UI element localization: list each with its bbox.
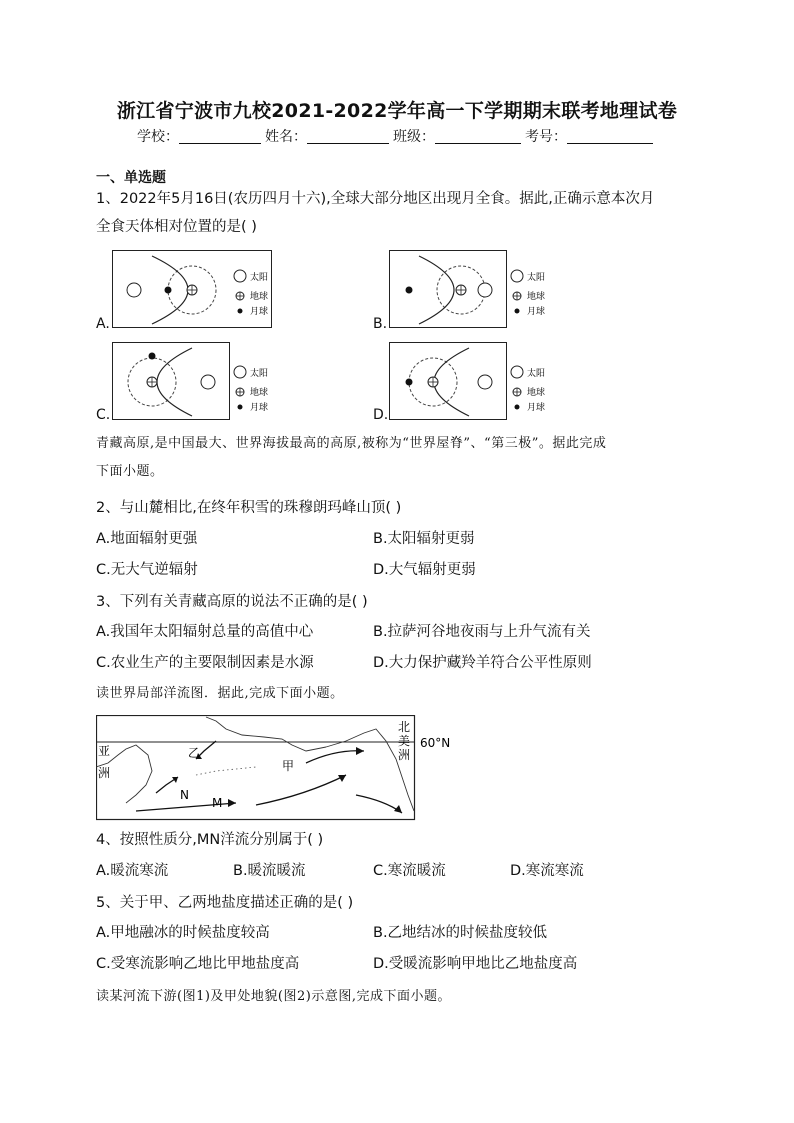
- q3-option-d[interactable]: D.大力保护藏羚羊符合公平性原则: [373, 655, 592, 671]
- label-n: N: [180, 788, 189, 802]
- diagram-b: [389, 250, 507, 330]
- legend-sun: 太阳: [250, 273, 269, 283]
- name-blank[interactable]: [307, 129, 389, 144]
- sun-icon: [511, 270, 523, 282]
- q2-option-a[interactable]: A.地面辐射更强: [96, 531, 198, 547]
- legend-moon: 月球: [527, 403, 546, 413]
- option-d-label[interactable]: D.: [373, 407, 389, 423]
- q4-option-b[interactable]: B.暖流暖流: [233, 863, 306, 879]
- sun-icon: [234, 270, 246, 282]
- legend-sun: 太阳: [250, 369, 269, 379]
- label-na-2: 美: [398, 734, 411, 748]
- label-asia-2: 洲: [98, 766, 111, 780]
- q5-option-c[interactable]: C.受寒流影响乙地比甲地盐度高: [96, 956, 300, 972]
- number-blank[interactable]: [567, 129, 653, 144]
- label-asia-1: 亚: [98, 744, 111, 758]
- q5-option-b[interactable]: B.乙地结冰的时候盐度较低: [373, 925, 548, 941]
- q4-option-c[interactable]: C.寒流暖流: [373, 863, 446, 879]
- legend-a: [233, 268, 303, 324]
- legend-sun: 太阳: [527, 273, 546, 283]
- moon-icon: [238, 405, 243, 410]
- student-info: [0, 126, 794, 146]
- label-na-1: 北: [398, 720, 411, 734]
- name-label: 姓名：: [265, 129, 307, 145]
- question-1-line2: 全食天体相对位置的是( ): [96, 219, 257, 235]
- legend-sun: 太阳: [527, 369, 546, 379]
- sun-icon: [511, 366, 523, 378]
- question-1-line1: 1、2022年5月16日(农历四月十六),全球大部分地区出现月全食。据此,正确示意本次月: [96, 191, 655, 207]
- moon-icon: [515, 309, 520, 314]
- legend-moon: 月球: [250, 403, 269, 413]
- diagram-d: [389, 342, 507, 422]
- intro-plateau-line1: 青藏高原,是中国最大、世界海拔最高的高原,被称为“世界屋脊”、“第三极”。据此完成: [96, 436, 607, 451]
- option-a-label[interactable]: A.: [96, 316, 110, 332]
- legend-b: [510, 268, 580, 324]
- q4-option-a[interactable]: A.暖流寒流: [96, 863, 169, 879]
- label-yi: 乙: [188, 746, 201, 760]
- diagram-c: [112, 342, 230, 422]
- intro-river: 读某河流下游(图1)及甲处地貌(图2)示意图,完成下面小题。: [96, 989, 451, 1004]
- label-m: M: [212, 796, 223, 810]
- legend-earth: 地球: [527, 388, 546, 398]
- question-5-stem: 5、关于甲、乙两地盐度描述正确的是( ): [96, 895, 354, 911]
- option-b-label[interactable]: B.: [373, 316, 388, 332]
- ocean-current-map: [96, 715, 476, 821]
- legend-moon: 月球: [527, 307, 546, 317]
- q5-option-a[interactable]: A.甲地融冰的时候盐度较高: [96, 925, 270, 941]
- question-4-stem: 4、按照性质分,MN洋流分别属于( ): [96, 832, 324, 848]
- q3-option-c[interactable]: C.农业生产的主要限制因素是水源: [96, 655, 314, 671]
- school-label: 学校：: [137, 129, 179, 145]
- q5-option-d[interactable]: D.受暖流影响甲地比乙地盐度高: [373, 956, 578, 972]
- legend-earth: 地球: [250, 388, 269, 398]
- section-heading: 一、单选题: [96, 170, 166, 186]
- option-c-label[interactable]: C.: [96, 407, 111, 423]
- q2-option-d[interactable]: D.大气辐射更弱: [373, 562, 476, 578]
- moon-icon: [238, 309, 243, 314]
- legend-earth: 地球: [527, 292, 546, 302]
- q3-option-b[interactable]: B.拉萨河谷地夜雨与上升气流有关: [373, 624, 591, 640]
- label-lat-60n: 60°N: [420, 736, 451, 750]
- q4-option-d[interactable]: D.寒流寒流: [510, 863, 584, 879]
- class-blank[interactable]: [435, 129, 521, 144]
- legend-c: [233, 364, 303, 420]
- legend-d: [510, 364, 580, 420]
- q3-option-a[interactable]: A.我国年太阳辐射总量的高值中心: [96, 624, 314, 640]
- legend-earth: 地球: [250, 292, 269, 302]
- q2-option-b[interactable]: B.太阳辐射更弱: [373, 531, 475, 547]
- question-1-stem: [96, 185, 706, 241]
- school-blank[interactable]: [179, 129, 261, 144]
- label-jia: 甲: [282, 759, 295, 773]
- intro-plateau: [96, 430, 706, 486]
- label-na-3: 洲: [398, 748, 411, 762]
- number-label: 考号：: [525, 129, 567, 145]
- q2-option-c[interactable]: C.无大气逆辐射: [96, 562, 198, 578]
- sun-icon: [234, 366, 246, 378]
- intro-ocean: 读世界局部洋流图．据此,完成下面小题。: [96, 686, 344, 701]
- question-2-stem: 2、与山麓相比,在终年积雪的珠穆朗玛峰山顶( ): [96, 500, 402, 516]
- moon-icon: [515, 405, 520, 410]
- intro-plateau-line2: 下面小题。: [96, 464, 164, 479]
- legend-moon: 月球: [250, 307, 269, 317]
- class-label: 班级：: [393, 129, 435, 145]
- question-3-stem: 3、下列有关青藏高原的说法不正确的是( ): [96, 594, 368, 610]
- exam-title: 浙江省宁波市九校2021-2022学年高一下学期期末联考地理试卷: [116, 100, 678, 122]
